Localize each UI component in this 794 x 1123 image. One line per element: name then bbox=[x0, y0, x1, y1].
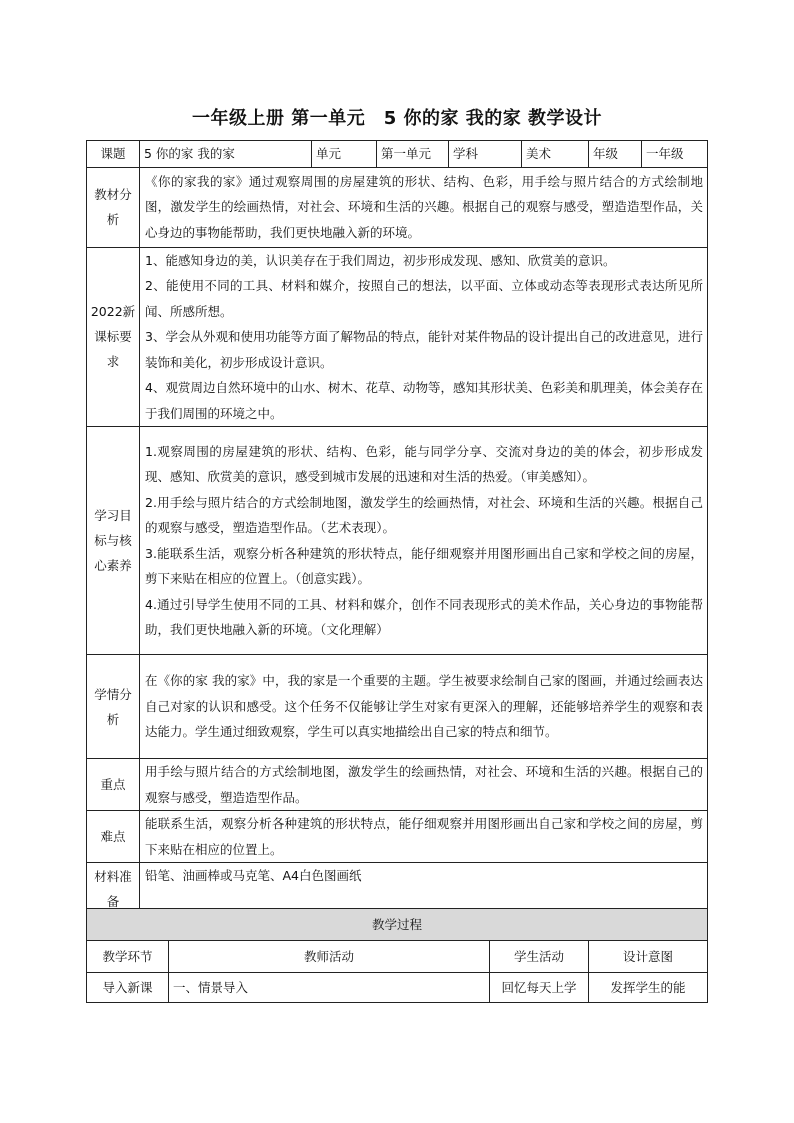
students-label: 学情分析 bbox=[87, 655, 140, 759]
standards-line-1: 1、能感知身边的美，认识美存在于我们周边，初步形成发现、感知、欣赏美的意识。 bbox=[145, 252, 616, 268]
process-row bbox=[87, 973, 708, 1003]
material-analysis-text bbox=[140, 167, 708, 247]
document-title: 一年级上册 第一单元 5 你的家 我的家 教学设计 bbox=[191, 108, 603, 129]
process-columns-row bbox=[87, 941, 708, 973]
standards-text bbox=[140, 247, 708, 427]
grade-label: 年级 bbox=[589, 141, 642, 168]
material-analysis-label: 教材分析 bbox=[87, 167, 140, 247]
materials-text bbox=[140, 863, 708, 915]
topic-value: 5 你的家 我的家 bbox=[140, 141, 312, 168]
standards-line-4: 4、观赏周边自然环境中的山水、树木、花草、动物等，感知其形状美、色彩美和肌理美，体会美存在于我们周围的环境之中。 bbox=[145, 380, 703, 421]
column-design-intent: 设计意图 bbox=[589, 941, 708, 973]
materials-line: 铅笔、油画棒或马克笔、A4白色图画纸 bbox=[145, 868, 362, 883]
column-stage: 教学环节 bbox=[87, 941, 169, 973]
difficulty-line: 能联系生活，观察分析各种建筑的形状特点，能仔细观察并用图形画出自己家和学校之间的房屋，剪下来贴在相应的位置上。 bbox=[145, 816, 703, 857]
topic-label: 课题 bbox=[87, 141, 140, 168]
difficulty-row bbox=[87, 811, 708, 863]
lesson-info-table bbox=[86, 140, 708, 915]
goals-text bbox=[140, 427, 708, 655]
key-point-row bbox=[87, 759, 708, 811]
goals-line-4: 4.通过引导学生使用不同的工具、材料和媒介，创作不同表现形式的美术作品，关心身边的事物能帮助，我们更快地融入新的环境。（文化理解） bbox=[145, 596, 703, 637]
key-point-line: 用手绘与照片结合的方式绘制地图，激发学生的绘画热情，对社会、环境和生活的兴趣。根据自己的观察与感受，塑造造型作品。 bbox=[145, 764, 703, 805]
standards-row bbox=[87, 247, 708, 427]
process-row-student: 回忆每天上学 bbox=[490, 973, 589, 1003]
students-line: 在《你的家 我的家》中，我的家是一个重要的主题。学生被要求绘制自己家的图画，并通过绘画表达自己对家的认识和感受。这个任务不仅能够让学生对家有更深入的理解，还能够培养学生的观察和表达能力。学生通过细致观察，学生可以真实地描绘出自己家的特点和细节。 bbox=[145, 673, 703, 740]
process-row-intent: 发挥学生的能 bbox=[589, 973, 708, 1003]
materials-row bbox=[87, 863, 708, 915]
unit-label: 单元 bbox=[312, 141, 377, 168]
standards-line-3: 3、学会从外观和使用功能等方面了解物品的特点，能针对某件物品的设计提出自己的改进意见，进行装饰和美化，初步形成设计意识。 bbox=[145, 329, 703, 370]
subject-label: 学科 bbox=[449, 141, 522, 168]
process-row-teacher: 一、情景导入 bbox=[169, 973, 490, 1003]
goals-line-3: 3.能联系生活，观察分析各种建筑的形状特点，能仔细观察并用图形画出自己家和学校之间的房屋，剪下来贴在相应的位置上。（创意实践）。 bbox=[145, 545, 703, 586]
students-text bbox=[140, 655, 708, 759]
unit-value: 第一单元 bbox=[377, 141, 449, 168]
material-analysis-row bbox=[87, 167, 708, 247]
difficulty-text bbox=[140, 811, 708, 863]
process-row-stage: 导入新课 bbox=[87, 973, 169, 1003]
standards-label: 2022新课标要求 bbox=[87, 247, 140, 427]
process-header: 教学过程 bbox=[87, 909, 708, 941]
goals-label: 学习目标与核心素养 bbox=[87, 427, 140, 655]
column-teacher-activity: 教师活动 bbox=[169, 941, 490, 973]
goals-line-2: 2.用手绘与照片结合的方式绘制地图，激发学生的绘画热情，对社会、环境和生活的兴趣。根据自己的观察与感受，塑造造型作品。（艺术表现）。 bbox=[145, 494, 703, 535]
info-row bbox=[87, 141, 708, 168]
subject-value: 美术 bbox=[522, 141, 589, 168]
goals-line-1: 1.观察周围的房屋建筑的形状、结构、色彩，能与同学分享、交流对身边的美的体会，初步形成发现、感知、欣赏美的意识，感受到城市发展的迅速和对生活的热爱。（审美感知）。 bbox=[145, 443, 703, 484]
column-student-activity: 学生活动 bbox=[490, 941, 589, 973]
materials-label: 材料准备 bbox=[87, 863, 140, 915]
students-row bbox=[87, 655, 708, 759]
material-analysis-line: 《你的家我的家》通过观察周围的房屋建筑的形状、结构、色彩，用手绘与照片结合的方式绘制地图，激发学生的绘画热情，对社会、环境和生活的兴趣。根据自己的观察与感受，塑造造型作品，关心身边的事物能帮助，我们更快地融入新的环境。 bbox=[145, 173, 703, 240]
process-header-row bbox=[87, 909, 708, 941]
grade-value: 一年级 bbox=[642, 141, 708, 168]
standards-line-2: 2、能使用不同的工具、材料和媒介，按照自己的想法，以平面、立体或动态等表现形式表达所见所闻、所感所想。 bbox=[145, 278, 703, 319]
difficulty-label: 难点 bbox=[87, 811, 140, 863]
goals-row bbox=[87, 427, 708, 655]
key-point-text bbox=[140, 759, 708, 811]
key-point-label: 重点 bbox=[87, 759, 140, 811]
teaching-process-table bbox=[86, 908, 708, 1003]
